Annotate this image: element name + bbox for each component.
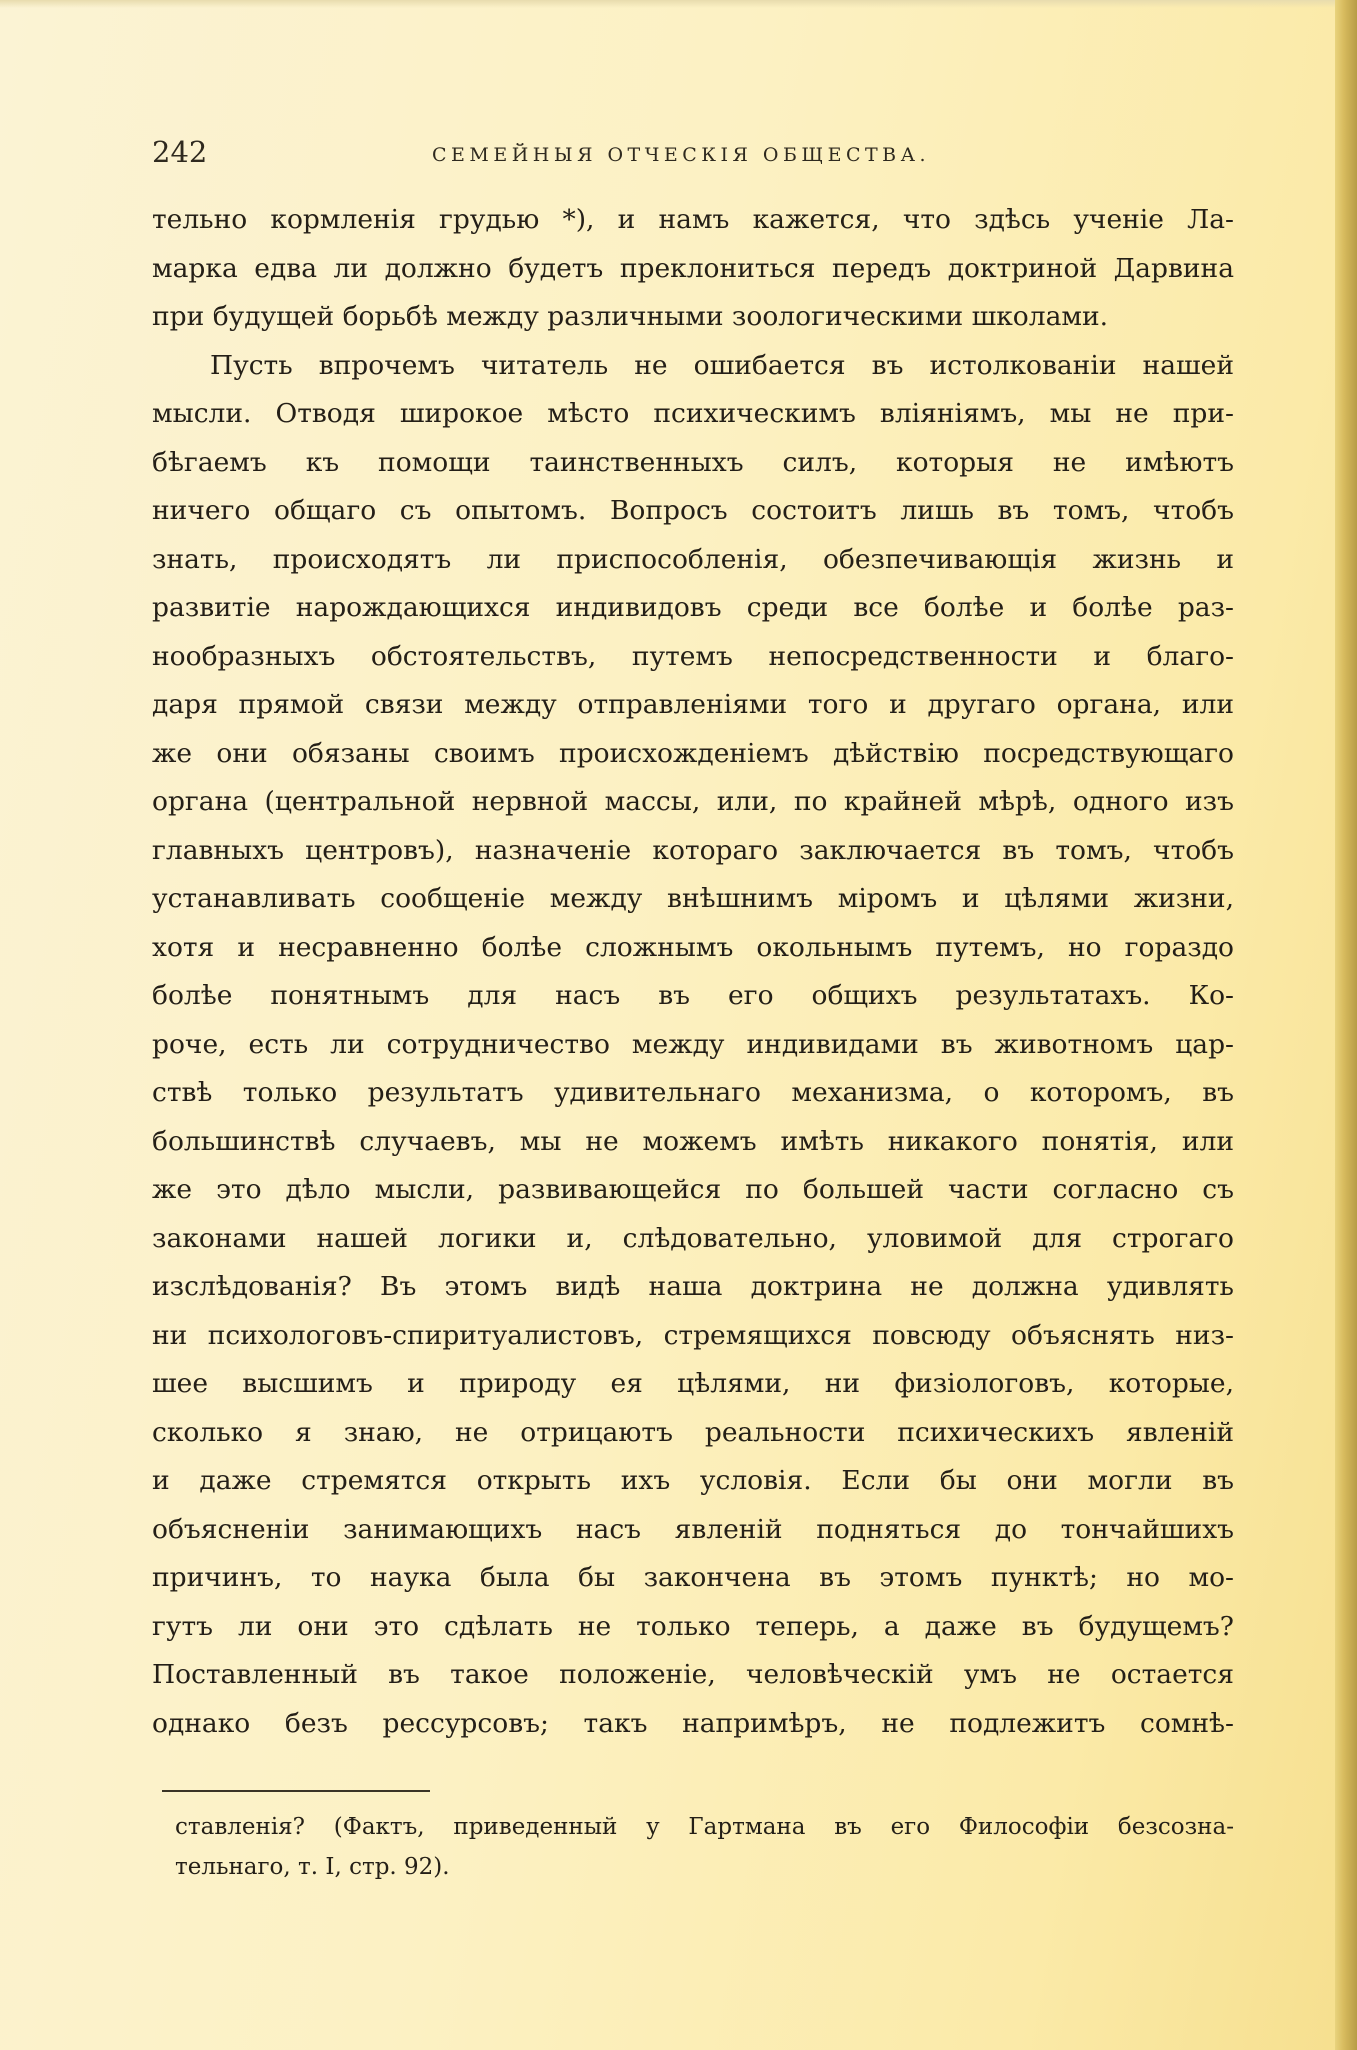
text-line: органа (центральной нервной массы, или, по крайней мѣрѣ, одного изъ bbox=[152, 786, 1234, 817]
text-line: мысли. Отводя широкое мѣсто психическимъ вліяніямъ, мы не при- bbox=[152, 398, 1234, 429]
text-line: ни психологовъ-спиритуалистовъ, стремящихся повсюду объяснять низ- bbox=[152, 1319, 1234, 1351]
text-line: Поставленный въ такое положеніе, человѣческій умъ не остается bbox=[152, 1659, 1234, 1690]
text-line: же они обязаны своимъ происхожденіемъ дѣйствію посредствующаго bbox=[152, 737, 1234, 769]
text-line: развитіе нарождающихся индивидовъ среди все болѣе и болѣе раз- bbox=[152, 592, 1234, 623]
text-line: ствѣ только результатъ удивительнаго механизма, о которомъ, въ bbox=[152, 1077, 1234, 1108]
text-line: однако безъ рессурсовъ; такъ напримѣръ, не подлежитъ сомнѣ- bbox=[152, 1707, 1234, 1739]
text-line: марка едва ли должно будетъ преклониться передъ доктриной Дарвина bbox=[152, 252, 1234, 284]
text-line: при будущей борьбѣ между различными зоологическими школами. bbox=[152, 301, 1109, 332]
text-line: же это дѣло мысли, развивающейся по большей части согласно съ bbox=[152, 1174, 1234, 1205]
text-line: знать, происходятъ ли приспособленія, обезпечивающія жизнь и bbox=[152, 543, 1234, 575]
text-line: бѣгаемъ къ помощи таинственныхъ силъ, которыя не имѣютъ bbox=[152, 446, 1234, 478]
text-line: устанавливать сообщеніе между внѣшнимъ міромъ и цѣлями жизни, bbox=[152, 883, 1234, 914]
running-title: СЕМЕЙНЫЯ ОТЧЕСКІЯ ОБЩЕСТВА. bbox=[432, 144, 931, 166]
footnote-line: ставленія? (Фактъ, приведенный у Гартмана въ его Философіи безсозна- bbox=[175, 1814, 1234, 1840]
text-line: причинъ, то наука была бы закончена въ этомъ пунктѣ; но мо- bbox=[152, 1562, 1234, 1593]
text-line: объясненіи занимающихъ насъ явленій подняться до тончайшихъ bbox=[152, 1513, 1234, 1545]
text-line: большинствѣ случаевъ, мы не можемъ имѣть никакого понятія, или bbox=[152, 1125, 1234, 1157]
page-top-edge bbox=[0, 0, 1357, 8]
text-line: изслѣдованія? Въ этомъ видѣ наша доктрина не должна удивлять bbox=[152, 1271, 1234, 1302]
main-text bbox=[152, 196, 1234, 1748]
text-line: даря прямой связи между отправленіями того и другаго органа, или bbox=[152, 689, 1234, 720]
footnote-divider bbox=[162, 1790, 430, 1792]
text-line: болѣе понятнымъ для насъ въ его общихъ результатахъ. Ко- bbox=[152, 980, 1234, 1011]
footnote bbox=[175, 1807, 1234, 1887]
text-line: хотя и несравненно болѣе сложнымъ окольнымъ путемъ, но гораздо bbox=[152, 931, 1234, 963]
text-line: главныхъ центровъ), назначеніе котораго заключается въ томъ, чтобъ bbox=[152, 834, 1234, 866]
page-header bbox=[152, 135, 1237, 175]
text-line: законами нашей логики и, слѣдовательно, уловимой для строгаго bbox=[152, 1222, 1234, 1254]
text-line: Пусть впрочемъ читатель не ошибается въ истолкованіи нашей bbox=[210, 349, 1234, 381]
text-line: нообразныхъ обстоятельствъ, путемъ непосредственности и благо- bbox=[152, 640, 1234, 672]
text-line: гутъ ли они это сдѣлать не только теперь, а даже въ будущемъ? bbox=[152, 1610, 1234, 1642]
text-line: роче, есть ли сотрудничество между индивидами въ животномъ цар- bbox=[152, 1028, 1234, 1060]
page-binding-edge bbox=[1335, 0, 1357, 2050]
text-line: шее высшимъ и природу ея цѣлями, ни физіологовъ, которые, bbox=[152, 1368, 1234, 1399]
text-line: сколько я знаю, не отрицаютъ реальности психическихъ явленій bbox=[152, 1416, 1234, 1448]
text-line: тельно кормленія грудью *), и намъ кажется, что здѣсь ученіе Ла- bbox=[152, 204, 1234, 235]
text-line: ничего общаго съ опытомъ. Вопросъ состоитъ лишь въ томъ, чтобъ bbox=[152, 495, 1234, 526]
footnote-line: тельнаго, т. I, стр. 92). bbox=[175, 1854, 450, 1880]
page-number: 242 bbox=[152, 135, 208, 169]
text-line: и даже стремятся открыть ихъ условія. Если бы они могли въ bbox=[152, 1465, 1234, 1496]
